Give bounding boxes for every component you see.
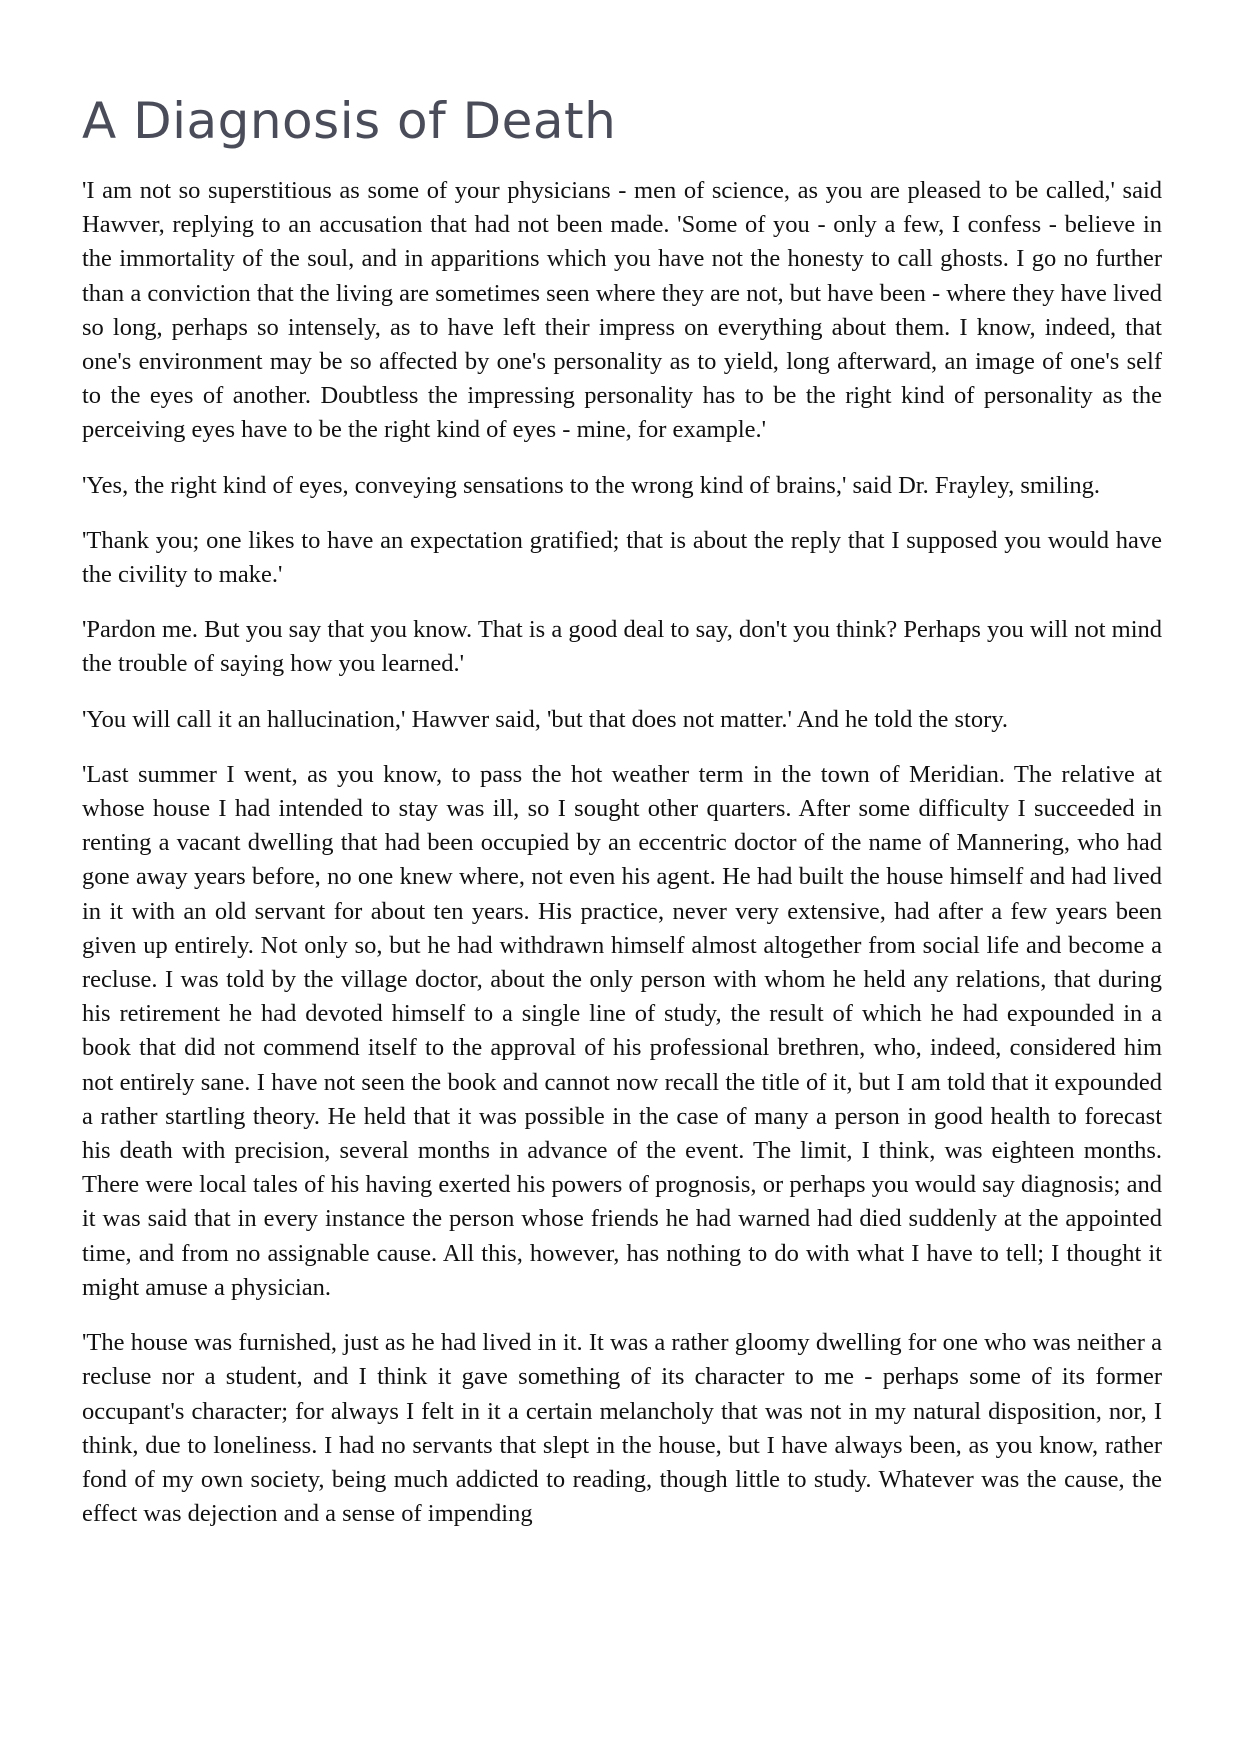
document-page: [82, 88, 1162, 1552]
paragraph-5: 'You will call it an hallucination,' Hawver said, 'but that does not matter.' And he told the story.: [82, 705, 1009, 733]
paragraph-2: 'Yes, the right kind of eyes, conveying sensations to the wrong kind of brains,' said Dr. Frayley, smiling.: [82, 471, 1100, 499]
paragraph-7: 'The house was furnished, just as he had lived in it. It was a rather gloomy dwelling for one who was neither a recluse nor a student, and I think it gave something of its character to me - perhaps some of its former occupant's character; for always I felt in it a certain melancholy that was not in my natural disposition, nor, I think, due to loneliness. I had no servants that slept in the house, but I have always been, as you know, rather fond of my own society, being much addicted to reading, though little to study. Whatever was the cause, the effect was dejection and a sense of impending: [82, 1329, 1162, 1528]
document-title: A Diagnosis of Death: [82, 92, 617, 150]
paragraph-3: 'Thank you; one likes to have an expectation gratified; that is about the reply that I supposed you would have the civility to make.': [82, 526, 1162, 589]
paragraph-1: 'I am not so superstitious as some of your physicians - men of science, as you are pleased to be called,' said Hawver, replying to an accusation that had not been made. 'Some of you - only a few, I confess - believe in the immortality of the soul, and in apparitions which you have not the honesty to call ghosts. I go no further than a conviction that the living are sometimes seen where they are not, but have been - where they have lived so long, perhaps so intensely, as to have left their impress on everything about them. I know, indeed, that one's environment may be so affected by one's personality as to yield, long afterward, an image of one's self to the eyes of another. Doubtless the impressing personality has to be the right kind of personality as the perceiving eyes have to be the right kind of eyes - mine, for example.': [82, 177, 1162, 444]
paragraph-4: 'Pardon me. But you say that you know. That is a good deal to say, don't you think? Perhaps you will not mind the trouble of saying how you learned.': [82, 616, 1162, 678]
paragraph-6: 'Last summer I went, as you know, to pass the hot weather term in the town of Meridian. The relative at whose house I had intended to stay was ill, so I sought other quarters. After some difficulty I succeeded in renting a vacant dwelling that had been occupied by an eccentric doctor of the name of Mannering, who had gone away years before, no one knew where, not even his agent. He had built the house himself and had lived in it with an old servant for about ten years. His practice, never very extensive, had after a few years been given up entirely. Not only so, but he had withdrawn himself almost altogether from social life and become a recluse. I was told by the village doctor, about the only person with whom he held any relations, that during his retirement he had devoted himself to a single line of study, the result of which he had expounded in a book that did not commend itself to the approval of his professional brethren, who, indeed, considered him not entirely sane. I have not seen the book and cannot now recall the title of it, but I am told that it expounded a rather startling theory. He held that it was possible in the case of many a person in good health to forecast his death with precision, several months in advance of the event. The limit, I think, was eighteen months. There were local tales of his having exerted his powers of prognosis, or perhaps you would say diagnosis; and it was said that in every instance the person whose friends he had warned had died suddenly at the appointed time, and from no assignable cause. All this, however, has nothing to do with what I have to tell; I thought it might amuse a physician.: [82, 760, 1162, 1301]
